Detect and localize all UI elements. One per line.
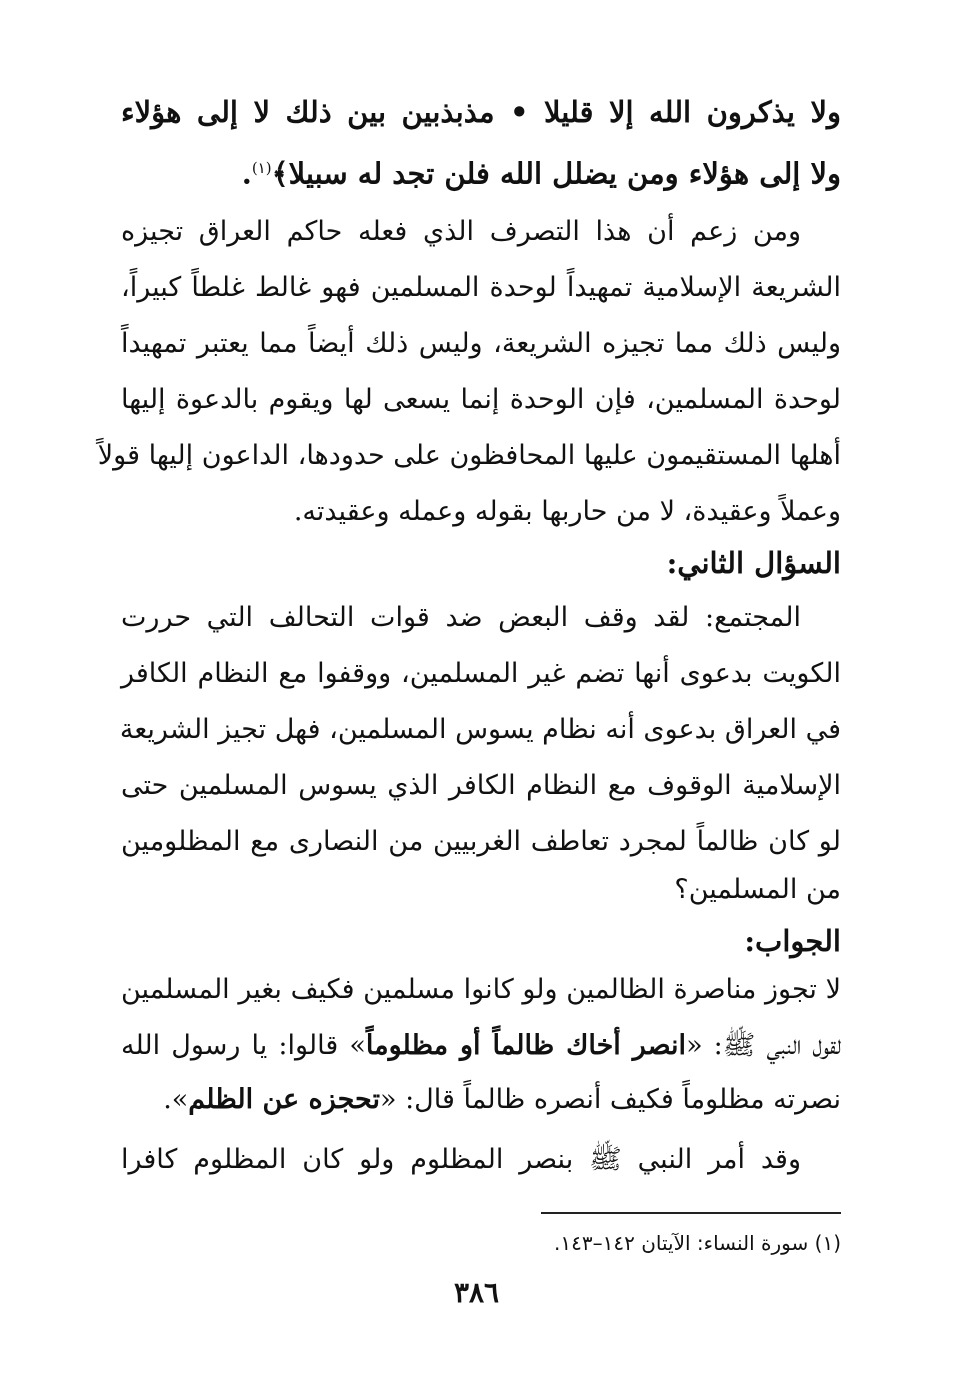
verse-line-2 (121, 148, 841, 194)
footnote-divider (541, 1212, 841, 1214)
paragraph-line-3: وليس ذلك مما تجيزه الشريعة، وليس ذلك أيضاً مما يعتبر تمهيداً (121, 328, 841, 359)
footnote-ref: (١) (251, 159, 272, 177)
paragraph-line-6: وعملاً وعقيدة، لا من حاربها بقوله وعمله وعقيدته. (293, 496, 841, 527)
answer-text: وقد أمر النبي ﷺ بنصر المظلوم ولو كان المظلوم كافرا (121, 1144, 801, 1175)
paragraph-line-2: الشريعة الإسلامية تمهيداً لوحدة المسلمين فهو غالط غلطاً كبيراً، (121, 272, 841, 303)
answer-line-4 (121, 1140, 841, 1180)
question-line-3: في العراق بدعوى أنه نظام يسوس المسلمين، فهل تجيز الشريعة (119, 714, 841, 745)
section-heading-question: السؤال الثاني: (666, 546, 841, 580)
verse-end: . (241, 156, 252, 191)
answer-text: لقول النبي ﷺ: « (686, 1030, 841, 1061)
answer-text-end: ». (163, 1084, 189, 1115)
paragraph-line-4: لوحدة المسلمين، فإن الوحدة إنما يسعى لها ويقوم بالدعوة إليها (121, 384, 841, 415)
answer-text-cont: » قالوا: يا رسول الله (121, 1030, 366, 1061)
paragraph-line-5: أهلها المستقيمون عليها المحافظون على حدودها، الداعون إليها قولاً (97, 440, 841, 471)
verse-text: ولا إلى هؤلاء ومن يضلل الله فلن تجد له سبيلا﴾ (271, 156, 841, 191)
question-line-5: لو كان ظالماً لمجرد تعاطف الغربيين من النصارى مع المظلومين (121, 826, 841, 857)
answer-line-3 (121, 1080, 841, 1120)
page-number: ٣٨٦ (453, 1276, 500, 1309)
section-heading-answer: الجواب: (744, 924, 841, 958)
question-line-6: من المسلمين؟ (674, 874, 841, 905)
question-line-4: الإسلامية الوقوف مع النظام الكافر الذي يسوس المسلمين حتى (121, 770, 841, 801)
answer-text: نصرته مظلوماً فكيف أنصره ظالماً قال: « (379, 1084, 841, 1115)
question-line-2: الكويت بدعوى أنها تضم غير المسلمين، ووقفوا مع النظام الكافر (121, 658, 841, 689)
answer-line-1: لا تجوز مناصرة الظالمين ولو كانوا مسلمين فكيف بغير المسلمين (121, 974, 841, 1005)
hadith-quote-2: تحجزه عن الظلم (188, 1084, 380, 1115)
paragraph-text: ومن زعم أن هذا التصرف الذي فعله حاكم العراق تجيزه (121, 216, 801, 247)
question-text: المجتمع: لقد وقف البعض ضد قوات التحالف التي حررت (121, 602, 801, 633)
question-line-1 (121, 598, 841, 638)
hadith-quote-1: انصر أخاك ظالماً أو مظلوماً (365, 1030, 687, 1061)
answer-line-2 (121, 1026, 841, 1066)
footnote: (١) سورة النساء: الآيتان ١٤٢–١٤٣. (554, 1231, 841, 1255)
paragraph-line-1 (121, 212, 841, 252)
verse-line-1: ولا يذكرون الله إلا قليلا • مذبذبين بين ذلك لا إلى هؤلاء (121, 95, 841, 129)
